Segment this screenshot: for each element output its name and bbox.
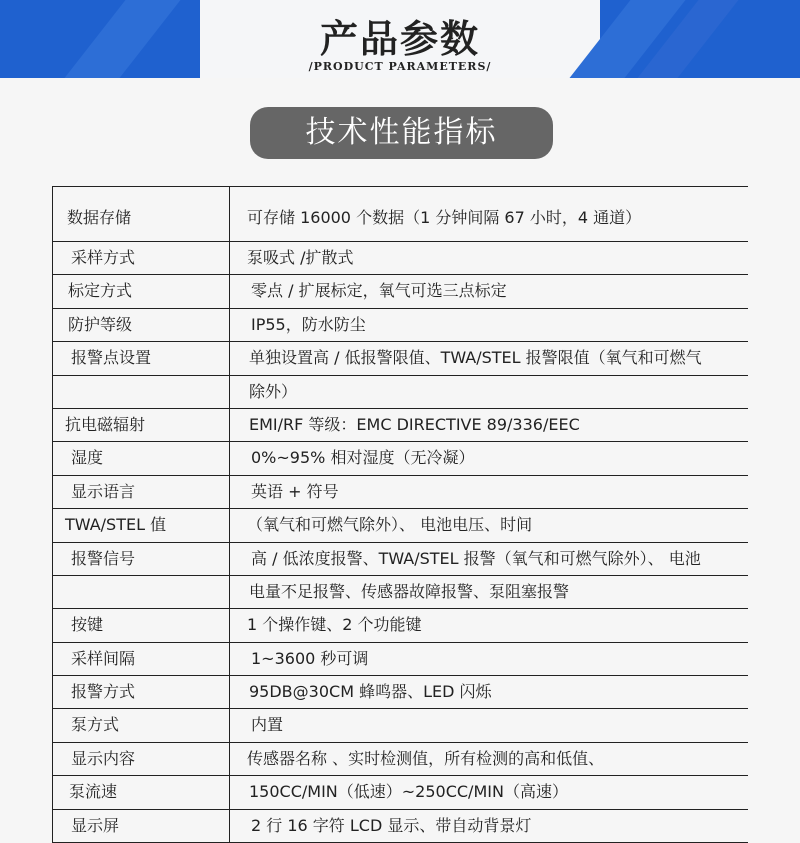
banner-subtitle: /PRODUCT PARAMETERS/	[308, 60, 492, 73]
spec-row	[52, 442, 748, 475]
spec-label-cell	[52, 576, 230, 608]
spec-row	[52, 609, 748, 642]
spec-label-cell	[52, 609, 230, 641]
banner-stripe	[65, 0, 181, 78]
spec-label-cell	[52, 543, 230, 575]
spec-label: 采样方式	[71, 248, 136, 267]
spec-label-cell	[52, 409, 230, 441]
spec-value: 0%~95% 相对湿度（无冷凝）	[251, 448, 475, 468]
spec-label-cell	[52, 743, 230, 775]
spec-row	[52, 776, 748, 809]
spec-label: 采样间隔	[71, 648, 136, 668]
spec-label-cell	[52, 309, 230, 341]
spec-value: 150CC/MIN（低速）~250CC/MIN（高速）	[249, 782, 568, 802]
spec-label-cell	[52, 376, 230, 408]
spec-label: 防护等级	[68, 314, 133, 334]
spec-label-cell	[52, 242, 230, 274]
spec-value-cell	[229, 676, 748, 708]
spec-row	[52, 743, 748, 776]
spec-value-cell	[229, 543, 748, 575]
spec-row	[52, 309, 748, 342]
spec-value: IP55，防水防尘	[251, 314, 366, 334]
spec-row	[52, 187, 748, 242]
spec-value-cell	[229, 442, 748, 474]
spec-row	[52, 509, 748, 542]
spec-label-cell	[52, 709, 230, 741]
spec-value: 零点 / 扩展标定，氧气可选三点标定	[251, 281, 507, 301]
spec-label: 湿度	[71, 448, 104, 468]
spec-label: 标定方式	[68, 281, 133, 301]
spec-label: 报警信号	[71, 548, 136, 568]
spec-value: 内置	[251, 715, 284, 735]
spec-value: 除外）	[249, 381, 298, 401]
spec-value-cell	[229, 342, 748, 374]
spec-label-cell	[52, 776, 230, 808]
spec-value-cell	[229, 409, 748, 441]
spec-row	[52, 476, 748, 509]
spec-value-cell	[229, 376, 748, 408]
banner-title: 产品参数	[319, 16, 480, 61]
spec-label: 显示内容	[71, 748, 136, 768]
spec-value: 单独设置高 / 低报警限值、TWA/STEL 报警限值（氧气和可燃气	[249, 348, 702, 368]
spec-label-cell	[52, 187, 230, 241]
spec-value: 高 / 低浓度报警、TWA/STEL 报警（氧气和可燃气除外）、 电池	[251, 548, 701, 568]
spec-row	[52, 275, 748, 308]
spec-label: 泵方式	[71, 715, 120, 735]
spec-label: 显示屏	[71, 815, 120, 835]
spec-label-cell	[52, 676, 230, 708]
spec-value-cell	[229, 709, 748, 741]
spec-row	[52, 543, 748, 576]
spec-row	[52, 242, 748, 275]
spec-label: 泵流速	[69, 782, 118, 802]
spec-value-cell	[229, 576, 748, 608]
spec-value: 可存储 16000 个数据（1 分钟间隔 67 小时，4 通道）	[247, 208, 642, 227]
spec-value-cell	[229, 476, 748, 508]
spec-value-cell	[229, 609, 748, 641]
spec-table	[52, 186, 748, 843]
spec-row	[52, 376, 748, 409]
spec-value: 泵吸式 /扩散式	[247, 248, 354, 267]
header-banner	[0, 0, 800, 78]
spec-value: 英语 + 符号	[251, 481, 339, 501]
spec-value: 传感器名称 、实时检测值，所有检测的高和低值、	[247, 748, 605, 768]
spec-value: （氧气和可燃气除外）、 电池电压、时间	[247, 515, 533, 535]
spec-label: 数据存储	[67, 208, 132, 227]
spec-row	[52, 409, 748, 442]
spec-label: 显示语言	[71, 481, 136, 501]
spec-value-cell	[229, 810, 748, 842]
spec-label: TWA/STEL 值	[65, 515, 167, 535]
spec-value-cell	[229, 275, 748, 307]
spec-value-cell	[229, 743, 748, 775]
spec-row	[52, 643, 748, 676]
spec-value: 95DB@30CM 蜂鸣器、LED 闪烁	[249, 682, 492, 702]
spec-label-cell	[52, 476, 230, 508]
spec-value: 1 个操作键、2 个功能键	[247, 615, 422, 635]
spec-label-cell	[52, 643, 230, 675]
spec-value: 电量不足报警、传感器故障报警、泵阻塞报警	[249, 581, 570, 601]
spec-label: 报警方式	[71, 682, 136, 702]
spec-value: 2 行 16 字符 LCD 显示、带自动背景灯	[251, 815, 532, 835]
spec-value-cell	[229, 242, 748, 274]
spec-label-cell	[52, 442, 230, 474]
spec-row	[52, 676, 748, 709]
spec-value-cell	[229, 776, 748, 808]
spec-label: 报警点设置	[71, 348, 152, 368]
spec-row	[52, 342, 748, 375]
spec-label-cell	[52, 810, 230, 842]
spec-label-cell	[52, 342, 230, 374]
spec-row	[52, 709, 748, 742]
spec-value-cell	[229, 309, 748, 341]
spec-value: 1~3600 秒可调	[251, 648, 369, 668]
spec-label: 按键	[71, 615, 104, 635]
spec-value: EMI/RF 等级：EMC DIRECTIVE 89/336/EEC	[249, 414, 580, 434]
spec-value-cell	[229, 643, 748, 675]
spec-label-cell	[52, 275, 230, 307]
spec-row	[52, 576, 748, 609]
spec-label: 抗电磁辐射	[65, 414, 146, 434]
spec-value-cell	[229, 509, 748, 541]
spec-label-cell	[52, 509, 230, 541]
spec-value-cell	[229, 187, 748, 241]
section-title: 技术性能指标	[250, 107, 553, 159]
